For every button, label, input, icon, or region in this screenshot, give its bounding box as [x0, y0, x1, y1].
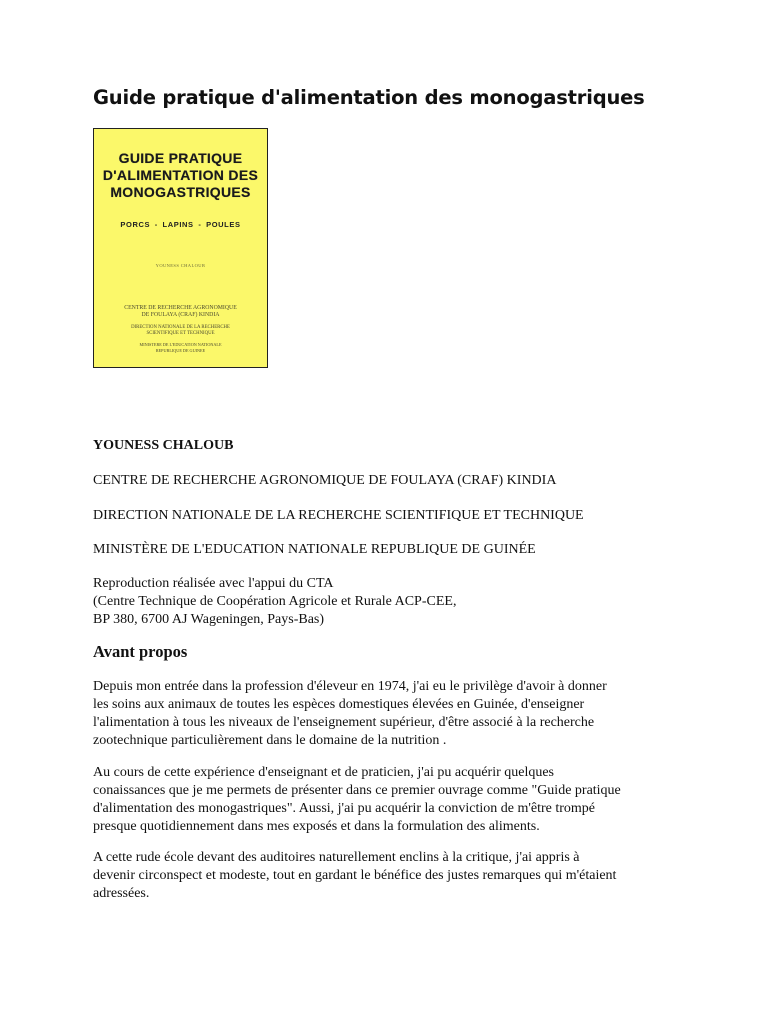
paragraph-line: Depuis mon entrée dans la profession d'éleveur en 1974, j'ai eu le privilège d'avoir à donner — [93, 679, 607, 694]
cover-ministry-line: REPUBLIQUE DE GUINEE — [155, 348, 206, 353]
cover-institution-line: CENTRE DE RECHERCHE AGRONOMIQUE — [124, 305, 237, 311]
reproduction-line: BP 380, 6700 AJ Wageningen, Pays-Bas) — [93, 612, 325, 627]
paragraph-line: d'alimentation des monogastriques". Aussi, j'ai pu acquérir la conviction de m'être trompé — [93, 801, 595, 816]
paragraph-line: zootechnique particulièrement dans le domaine de la nutrition . — [93, 733, 447, 748]
paragraph-line: presque quotidiennement dans mes exposés et dans la formulation des aliments. — [93, 819, 540, 834]
author-name: YOUNESS CHALOUB — [93, 438, 234, 453]
paragraph — [93, 764, 621, 836]
cover-subtitle: PORCS - LAPINS - POULES — [120, 220, 241, 229]
cover-institution — [94, 305, 267, 319]
institution-line: DIRECTION NATIONALE DE LA RECHERCHE SCIENTIFIQUE ET TECHNIQUE — [93, 508, 584, 523]
reproduction-line: (Centre Technique de Coopération Agricole et Rurale ACP-CEE, — [93, 594, 457, 609]
paragraph-line: devenir circonspect et modeste, tout en gardant le bénéfice des justes remarques qui m'étaient — [93, 868, 617, 883]
cover-ministry-line: MINISTERE DE L'EDUCATION NATIONALE — [139, 342, 222, 347]
cover-title — [94, 150, 267, 201]
institution-line: MINISTÈRE DE L'EDUCATION NATIONALE REPUBLIQUE DE GUINÉE — [93, 542, 536, 557]
reproduction-line: Reproduction réalisée avec l'appui du CTA — [93, 576, 334, 591]
paragraph — [93, 849, 616, 903]
cover-direction-line: DIRECTION NATIONALE DE LA RECHERCHE — [131, 325, 230, 330]
paragraph-line: conaissances que je me permets de présenter dans ce premier ouvrage comme "Guide pratique — [93, 783, 621, 798]
cover-direction — [94, 325, 267, 337]
book-cover-image — [93, 128, 268, 368]
cover-institution-line: DE FOULAYA (CRAF) KINDIA — [141, 312, 220, 318]
cover-title-line: GUIDE PRATIQUE — [118, 150, 243, 166]
paragraph-line: adressées. — [93, 886, 150, 901]
cover-title-line: MONOGASTRIQUES — [110, 184, 251, 200]
reproduction-note — [93, 575, 456, 629]
cover-author: YOUNESS CHALOUB — [155, 263, 206, 268]
cover-title-line: D'ALIMENTATION DES — [102, 167, 259, 183]
paragraph-line: les soins aux animaux de toutes les espèces domestiques élevées en Guinée, d'enseigner — [93, 697, 585, 712]
cover-direction-line: SCIENTIFIQUE ET TECHNIQUE — [146, 331, 215, 336]
page-title: Guide pratique d'alimentation des monogastriques — [93, 86, 645, 109]
paragraph — [93, 678, 607, 750]
paragraph-line: l'alimentation à tous les niveaux de l'enseignement supérieur, d'être associé à la recherche — [93, 715, 595, 730]
cover-ministry — [94, 342, 267, 354]
institution-line: CENTRE DE RECHERCHE AGRONOMIQUE DE FOULAYA (CRAF) KINDIA — [93, 473, 557, 488]
paragraph-line: A cette rude école devant des auditoires naturellement enclins à la critique, j'ai appris à — [93, 850, 580, 865]
section-heading: Avant propos — [93, 642, 188, 661]
paragraph-line: Au cours de cette expérience d'enseignant et de praticien, j'ai pu acquérir quelques — [93, 765, 555, 780]
